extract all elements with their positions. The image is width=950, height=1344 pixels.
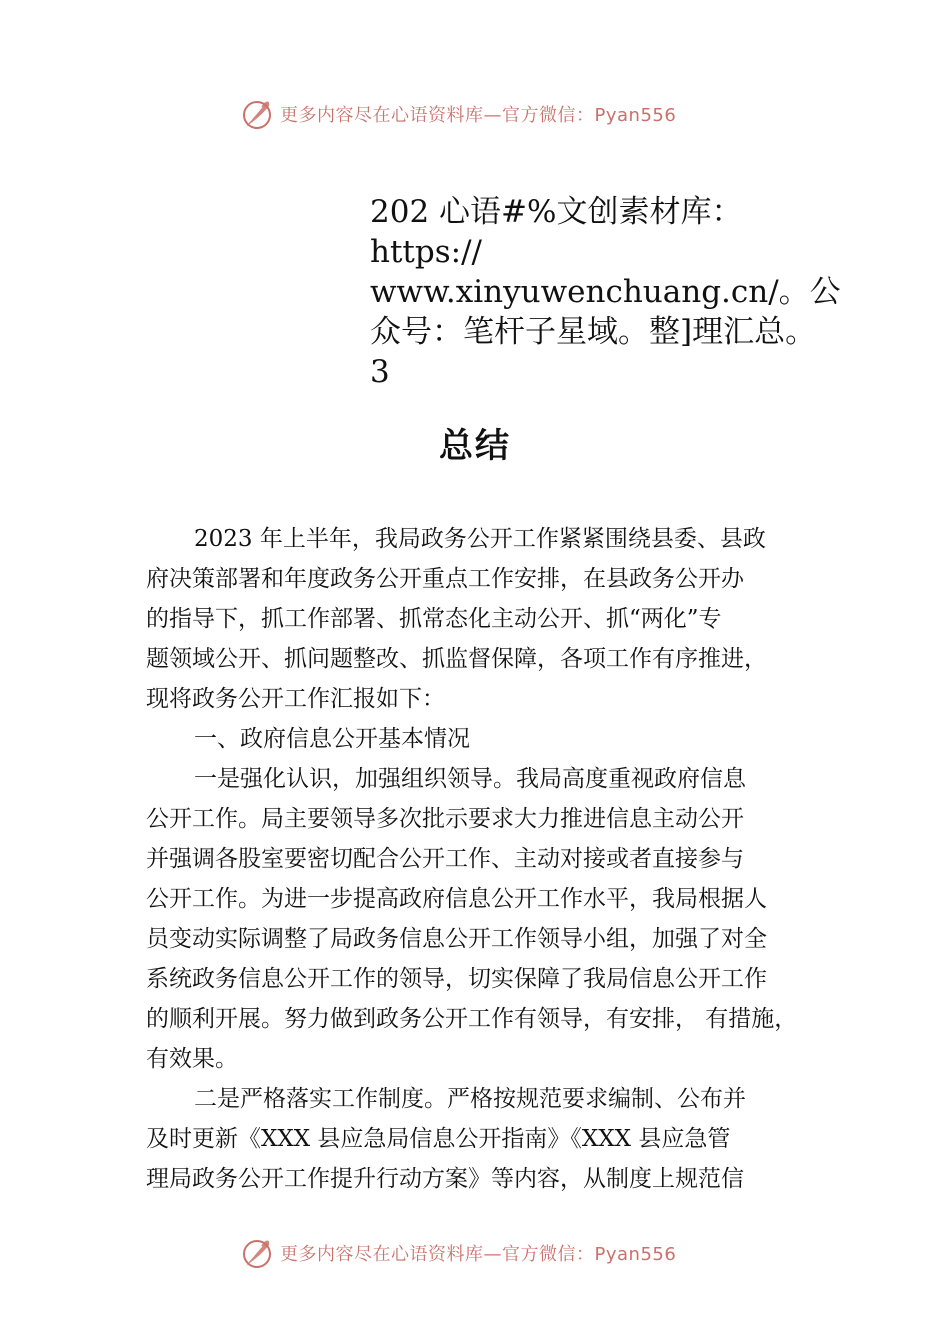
- body-line: 府决策部署和年度政务公开重点工作安排，在县政务公开办: [146, 566, 744, 592]
- body-line: 并强调各股室要密切配合公开工作、主动对接或者直接参与: [146, 846, 744, 872]
- body-line: 现将政务公开工作汇报如下：: [146, 686, 445, 712]
- watermark-banner-bottom: [240, 1233, 740, 1273]
- header-note-line: 众号：笔杆子星域。整]理汇总。: [370, 314, 817, 350]
- body-line: 的指导下，抓工作部署、抓常态化主动公开、抓“两化”专: [146, 606, 722, 632]
- watermark-handle: Pyan556: [594, 105, 677, 126]
- watermark-handle: Pyan556: [594, 1244, 677, 1265]
- feather-pen-logo-icon: [240, 1236, 274, 1270]
- body-line: 的顺利开展。努力做到政务公开工作有领导，有安排， 有措施，: [146, 1006, 798, 1032]
- body-line: 及时更新《XXX 县应急局信息公开指南》《XXX 县应急管: [146, 1126, 731, 1152]
- header-note-line: https://: [370, 234, 482, 270]
- header-note-line: www.xinyuwenchuang.cn/。公: [370, 274, 841, 310]
- body-line: 一是强化认识，加强组织领导。我局高度重视政府信息: [194, 766, 746, 792]
- body-line: 二是严格落实工作制度。严格按规范要求编制、公布并: [194, 1086, 746, 1112]
- body-line: 理局政务公开工作提升行动方案》等内容，从制度上规范信: [146, 1166, 744, 1192]
- body-line: 题领域公开、抓问题整改、抓监督保障，各项工作有序推进，: [146, 646, 767, 672]
- watermark-text: 更多内容尽在心语资料库—官方微信：Pyan556: [280, 1244, 677, 1265]
- section-heading: 一、政府信息公开基本情况: [194, 726, 470, 752]
- body-line: 2023 年上半年，我局政务公开工作紧紧围绕县委、县政: [194, 526, 766, 552]
- header-note-line: 202 心语#%文创素材库：: [370, 194, 743, 230]
- watermark-banner-top: [240, 94, 740, 134]
- feather-pen-logo-icon: [240, 97, 274, 131]
- header-note-line: 3: [370, 354, 390, 390]
- body-line: 公开工作。局主要领导多次批示要求大力推进信息主动公开: [146, 806, 744, 832]
- body-line: 员变动实际调整了局政务信息公开工作领导小组，加强了对全: [146, 926, 767, 952]
- header-note: [370, 192, 870, 392]
- document-title: 总结: [439, 426, 511, 466]
- body-line: 系统政务信息公开工作的领导，切实保障了我局信息公开工作: [146, 966, 767, 992]
- body-line: 公开工作。为进一步提高政府信息公开工作水平，我局根据人: [146, 886, 767, 912]
- body-line: 有效果。: [146, 1046, 238, 1072]
- document-body: [146, 519, 846, 1199]
- watermark-text: 更多内容尽在心语资料库—官方微信：Pyan556: [280, 105, 677, 126]
